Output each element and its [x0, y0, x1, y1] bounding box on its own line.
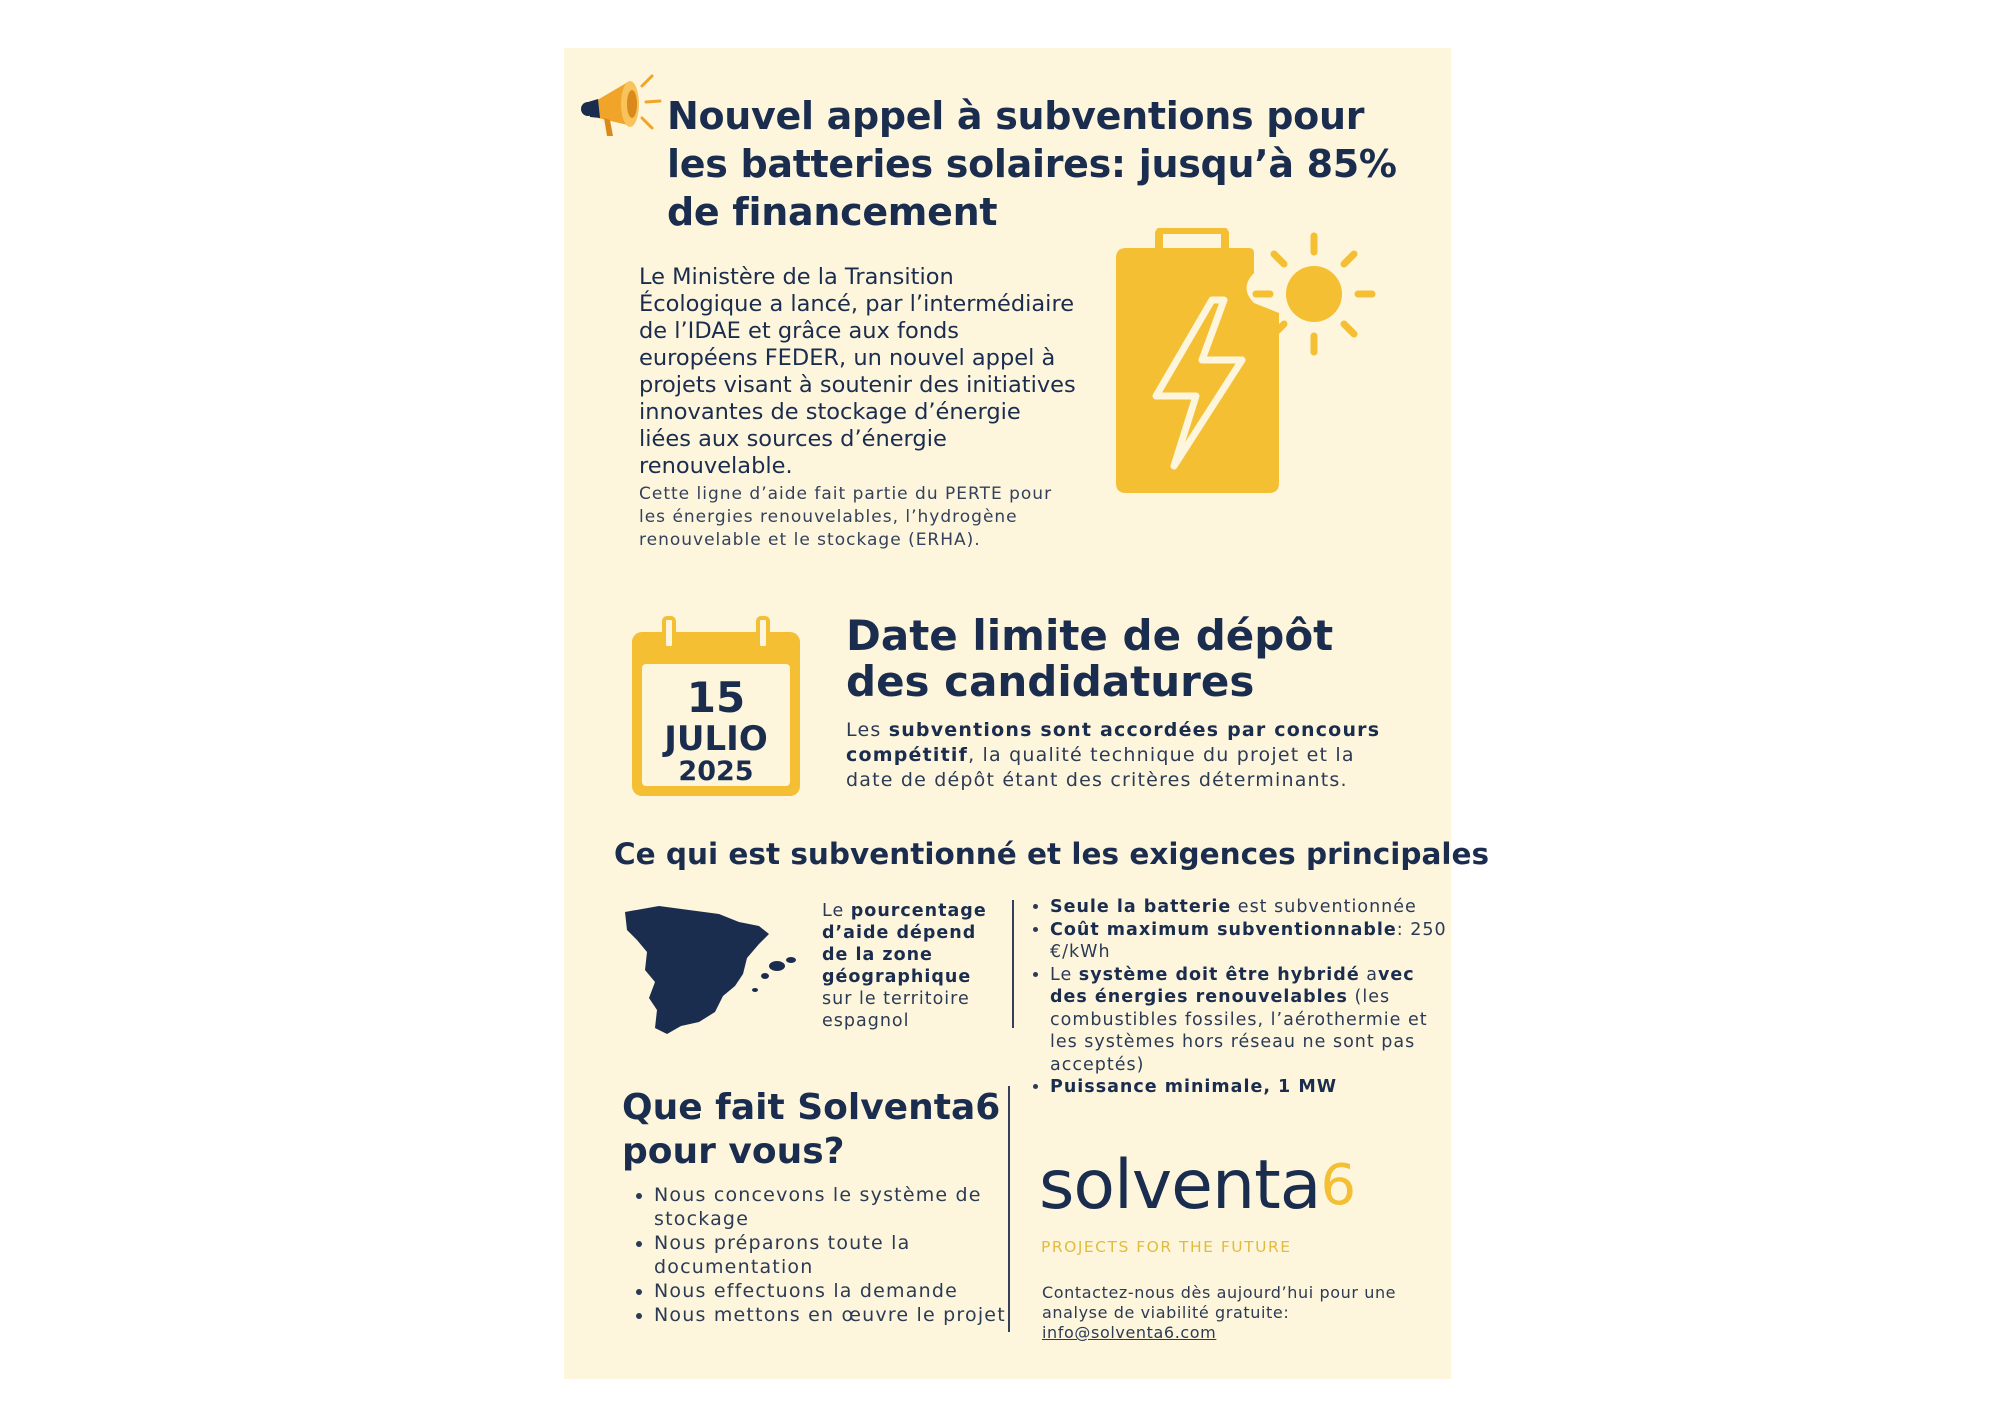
requirement-prefix: Le: [1050, 964, 1079, 985]
divider-requirements: [1012, 900, 1014, 1028]
calendar-year: 2025: [678, 756, 754, 787]
perte-note: Cette ligne d’aide fait partie du PERTE pour les énergies renouvelables, l’hydrogène renouvelable et le stockage (ERHA).: [639, 484, 1053, 550]
requirements-list: [1024, 896, 1450, 1099]
service-item: • Nous effectuons la demande: [654, 1279, 1014, 1303]
calendar-month: JULIO: [664, 719, 768, 759]
spain-map-icon: [619, 900, 809, 1040]
requirement-text: : 250 €/kWh: [1050, 919, 1447, 962]
flyer-page: [564, 48, 1490, 1379]
contact-block: [1042, 1283, 1402, 1343]
logo-tagline: PROJECTS FOR THE FUTURE: [1041, 1238, 1292, 1256]
service-item: • Nous préparons toute la documentation: [654, 1231, 1014, 1279]
requirement-item: [1050, 919, 1450, 964]
deadline-text-suffix: , la qualité technique du projet et la date de dépôt étant des critères déterminants.: [846, 744, 1355, 791]
requirement-bold: système doit être hybridé: [1078, 964, 1360, 985]
requirement-text: (les combustibles fossiles, l’aérothermie et les systèmes hors réseau ne sont pas acceptés): [1050, 987, 1428, 1075]
calendar-icon: [628, 616, 804, 800]
requirement-item: [1050, 1076, 1450, 1099]
service-item: • Nous concevons le système de stockage: [654, 1183, 1014, 1231]
requirement-item: [1050, 964, 1450, 1077]
requirement-item: [1050, 896, 1450, 919]
requirement-mid: a: [1359, 964, 1378, 985]
zone-text: [822, 900, 997, 1032]
requirements-title: Ce qui est subventionné et les exigences principales: [614, 837, 1490, 871]
intro-paragraph: Le Ministère de la Transition Écologique a lancé, par l’intermédiaire de l’IDAE et grâce aux fonds européens FEDER, un nouvel appel à projets visant à soutenir des initiatives innovantes de stockage d’énergie liées aux sources d’énergie renouvelable.: [639, 264, 1076, 479]
services-list: [632, 1183, 1014, 1327]
zone-text-suffix: sur le territoire espagnol: [822, 989, 970, 1031]
requirement-text: est subventionnée: [1231, 897, 1417, 917]
requirement-bold-2: vec des énergies renouvelables: [1050, 964, 1415, 1007]
megaphone-icon: [580, 68, 664, 148]
zone-text-prefix: Le: [822, 901, 851, 921]
deadline-text-prefix: Les: [846, 719, 889, 741]
calendar-day: 15: [686, 673, 746, 722]
requirement-bold: Coût maximum subventionnable: [1050, 919, 1397, 940]
zone-text-bold: pourcentage d’aide dépend de la zone géographique: [822, 901, 987, 987]
logo-text: solventa: [1039, 1146, 1321, 1225]
service-item: • Nous mettons en œuvre le projet: [654, 1303, 1014, 1327]
main-title: Nouvel appel à subventions pour les batteries solaires: jusqu’à 85% de financement: [667, 94, 1397, 234]
deadline-text-bold: subventions sont accordées par concours compétitif: [846, 719, 1381, 766]
deadline-text: [846, 718, 1386, 793]
divider-services: [1008, 1086, 1010, 1332]
deadline-title: Date limite de dépôt des candidatures: [846, 611, 1334, 706]
logo-digit: 6: [1320, 1153, 1356, 1218]
solar-battery-icon: [1104, 228, 1384, 498]
contact-text: Contactez-nous dès aujourd’hui pour une analyse de viabilité gratuite:: [1042, 1283, 1397, 1322]
requirement-bold: Seule la batterie: [1050, 897, 1232, 917]
contact-email-link[interactable]: info@solventa6.com: [1042, 1323, 1217, 1342]
requirement-bold: Puissance minimale, 1 MW: [1050, 1077, 1338, 1097]
services-title: Que fait Solventa6 pour vous?: [622, 1087, 1001, 1172]
solventa6-logo: [1039, 1146, 1355, 1226]
